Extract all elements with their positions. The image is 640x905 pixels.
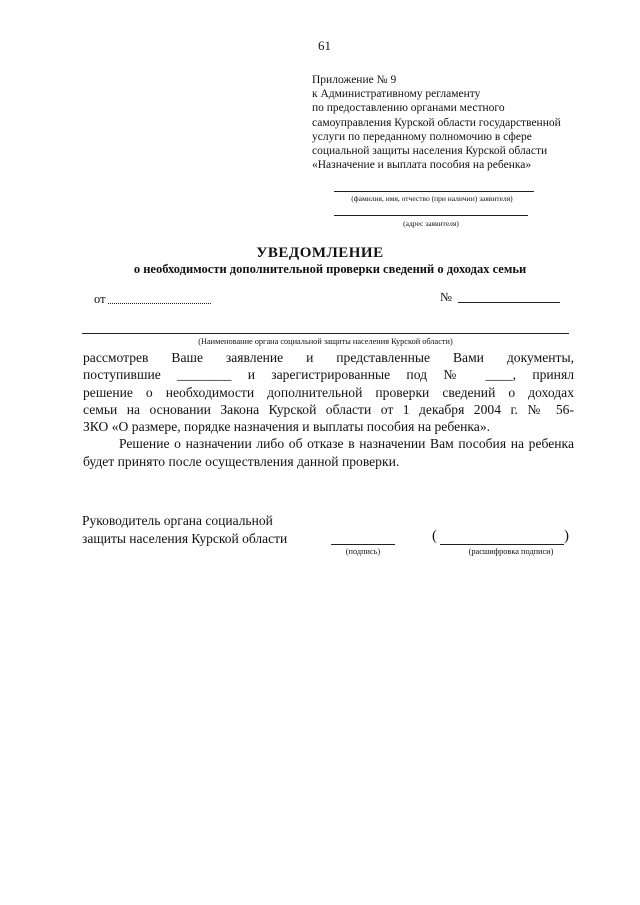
- number-line: [458, 302, 560, 303]
- close-paren: ): [564, 528, 569, 544]
- body-line: рассмотрев Ваше заявление и представленные Вами документы,: [83, 350, 574, 365]
- decoding-caption: (расшифровка подписи): [468, 547, 554, 556]
- appendix-line: к Административному регламенту: [312, 88, 481, 101]
- date-label: от: [94, 292, 106, 306]
- notice-body: [83, 349, 574, 470]
- body-line: семьи на основании Закона Курской области от 1 декабря 2004 г. № 56-: [83, 401, 574, 417]
- notice-subtitle: о необходимости дополнительной проверки сведений о доходах семьи: [133, 262, 527, 276]
- body-line: поступившие ________ и зарегистрированные под № ____, принял: [83, 367, 574, 383]
- appendix-line: самоуправления Курской области государственной: [312, 116, 561, 129]
- position-line: Руководитель органа социальной: [82, 513, 273, 528]
- page-number: 61: [318, 38, 331, 53]
- signature-caption: (подпись): [345, 547, 381, 556]
- signature-line: [331, 544, 395, 545]
- body-line: решение о необходимости дополнительной проверки сведений о доходах: [83, 384, 574, 400]
- applicant-address-line: [334, 215, 528, 216]
- decoding-line: [440, 544, 564, 545]
- body-paragraph: Решение о назначении либо об отказе в назначении Вам пособия на ребенка будет принято после осуществления данной проверки.: [83, 436, 574, 469]
- body-line: ЗКО «О размере, порядке назначения и выплаты пособия на ребенка».: [83, 419, 491, 435]
- position-line: защиты населения Курской области: [82, 530, 288, 546]
- appendix-line: по предоставлению органами местного: [312, 102, 505, 115]
- organ-caption: (Наименование органа социальной защиты населения Курской области): [198, 337, 453, 346]
- appendix-line: Приложение № 9: [312, 74, 397, 86]
- applicant-name-line: [334, 191, 534, 192]
- applicant-name-caption: (фамилия, имя, отчество (при наличии) заявителя): [351, 194, 513, 203]
- organ-line: [82, 333, 569, 334]
- applicant-address-caption: (адрес заявителя): [403, 219, 459, 228]
- appendix-line: социальной защиты населения Курской области: [312, 145, 548, 158]
- appendix-line: «Назначение и выплата пособия на ребенка»: [312, 159, 532, 172]
- appendix-line: услуги по переданному полномочию в сфере: [312, 130, 532, 143]
- notice-title: УВЕДОМЛЕНИЕ: [256, 245, 384, 261]
- date-line: [108, 303, 211, 304]
- number-label: №: [440, 290, 452, 304]
- open-paren: (: [432, 528, 437, 544]
- signatory-position: [82, 512, 287, 547]
- appendix-header: [312, 73, 561, 172]
